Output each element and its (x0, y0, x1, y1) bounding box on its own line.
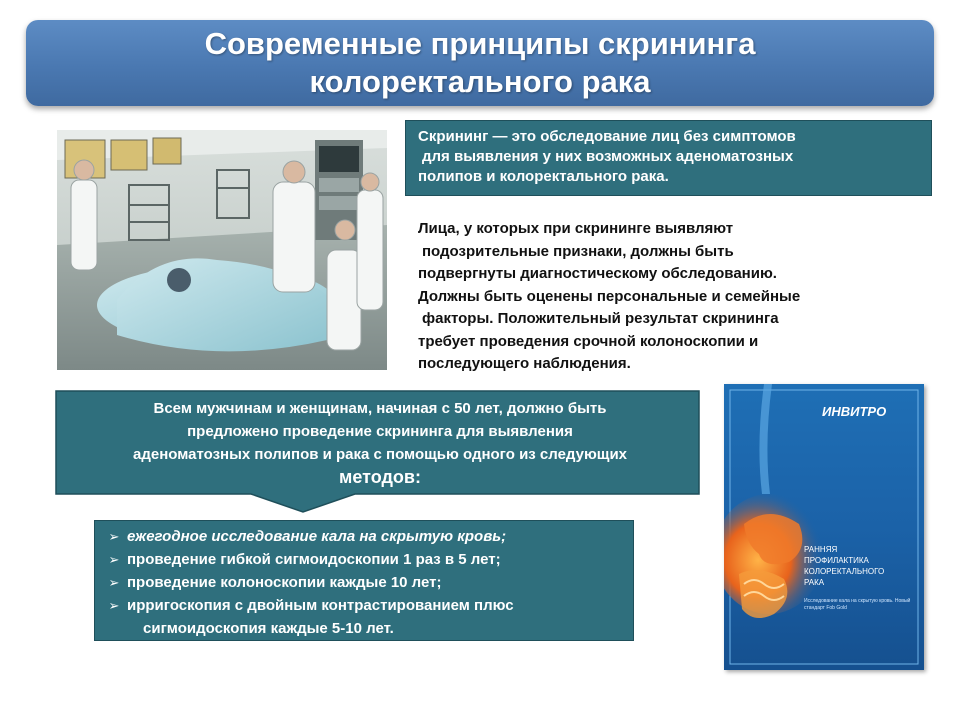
method-item (101, 525, 627, 548)
definition-line-1: Скрининг — это обследование лиц без симптомов (418, 128, 796, 145)
methods-box (94, 520, 634, 641)
paragraph-line-1: Лица, у которых при скрининге выявляют (418, 220, 734, 237)
title-line-2: колоректального рака (309, 64, 651, 99)
title-banner (26, 20, 934, 106)
book-title (804, 544, 884, 588)
invitro-logo: ИНВИТРО (822, 404, 887, 419)
digestive-tract-illustration (724, 384, 924, 670)
book-title-line-3: КОЛОРЕКТАЛЬНОГО (804, 567, 885, 576)
book-subtitle: Исследование кала на скрытую кровь. Новый стандарт Fob Gold (804, 598, 911, 611)
method-item (101, 594, 627, 617)
screening-paragraph (418, 218, 928, 376)
paragraph-line-7: последующего наблюдения. (418, 355, 631, 372)
paragraph-line-2: подозрительные признаки, должны быть (422, 242, 734, 260)
paragraph-line-6: требует проведения срочной колоноскопии и (418, 332, 759, 350)
definition-line-3: полипов и колоректального рака. (418, 168, 669, 185)
definition-box (405, 120, 932, 196)
callout-line-2: предложено проведение скрининга для выявления (187, 423, 573, 440)
paragraph-line-3: подвергнуты диагностическому обследованию. (418, 265, 777, 282)
method-text-3: проведение колоноскопии каждые 10 лет; (127, 574, 442, 591)
callout-line-1: Всем мужчинам и женщинам, начиная с 50 лет, должно быть (153, 400, 607, 417)
paragraph-line-5: факторы. Положительный результат скрининга (422, 310, 779, 327)
callout-text (60, 397, 700, 489)
book-title-line-2: ПРОФИЛАКТИКА (804, 556, 869, 565)
arrow-bullet-icon: ➢ (108, 598, 120, 613)
book-title-line-1: РАННЯЯ (804, 545, 838, 554)
callout-line-4: методов: (339, 467, 421, 487)
arrow-bullet-icon: ➢ (108, 529, 120, 544)
book-title-line-4: РАКА (804, 578, 825, 587)
method-item (101, 571, 627, 594)
endoscopy-room-photo (57, 130, 387, 370)
invitro-book-cover (724, 384, 924, 670)
definition-line-2: для выявления у них возможных аденоматозных (422, 148, 794, 165)
method-text-2: проведение гибкой сигмоидоскопии 1 раз в 5 лет; (127, 551, 501, 568)
paragraph-line-4: Должны быть оценены персональные и семейные (418, 287, 801, 305)
arrow-bullet-icon: ➢ (108, 552, 120, 567)
arrow-bullet-icon: ➢ (108, 575, 120, 590)
method-text-1: ежегодное исследование кала на скрытую кровь; (127, 528, 507, 545)
method-text-4-continued: сигмоидоскопия каждые 5-10 лет. (143, 620, 394, 637)
method-text-4: ирригоскопия с двойным контрастированием плюс (127, 597, 514, 614)
callout-line-3: аденоматозных полипов и рака с помощью одного из следующих (132, 446, 628, 463)
method-item (101, 548, 627, 571)
title-line-1: Современные принципы скрининга (204, 26, 756, 61)
